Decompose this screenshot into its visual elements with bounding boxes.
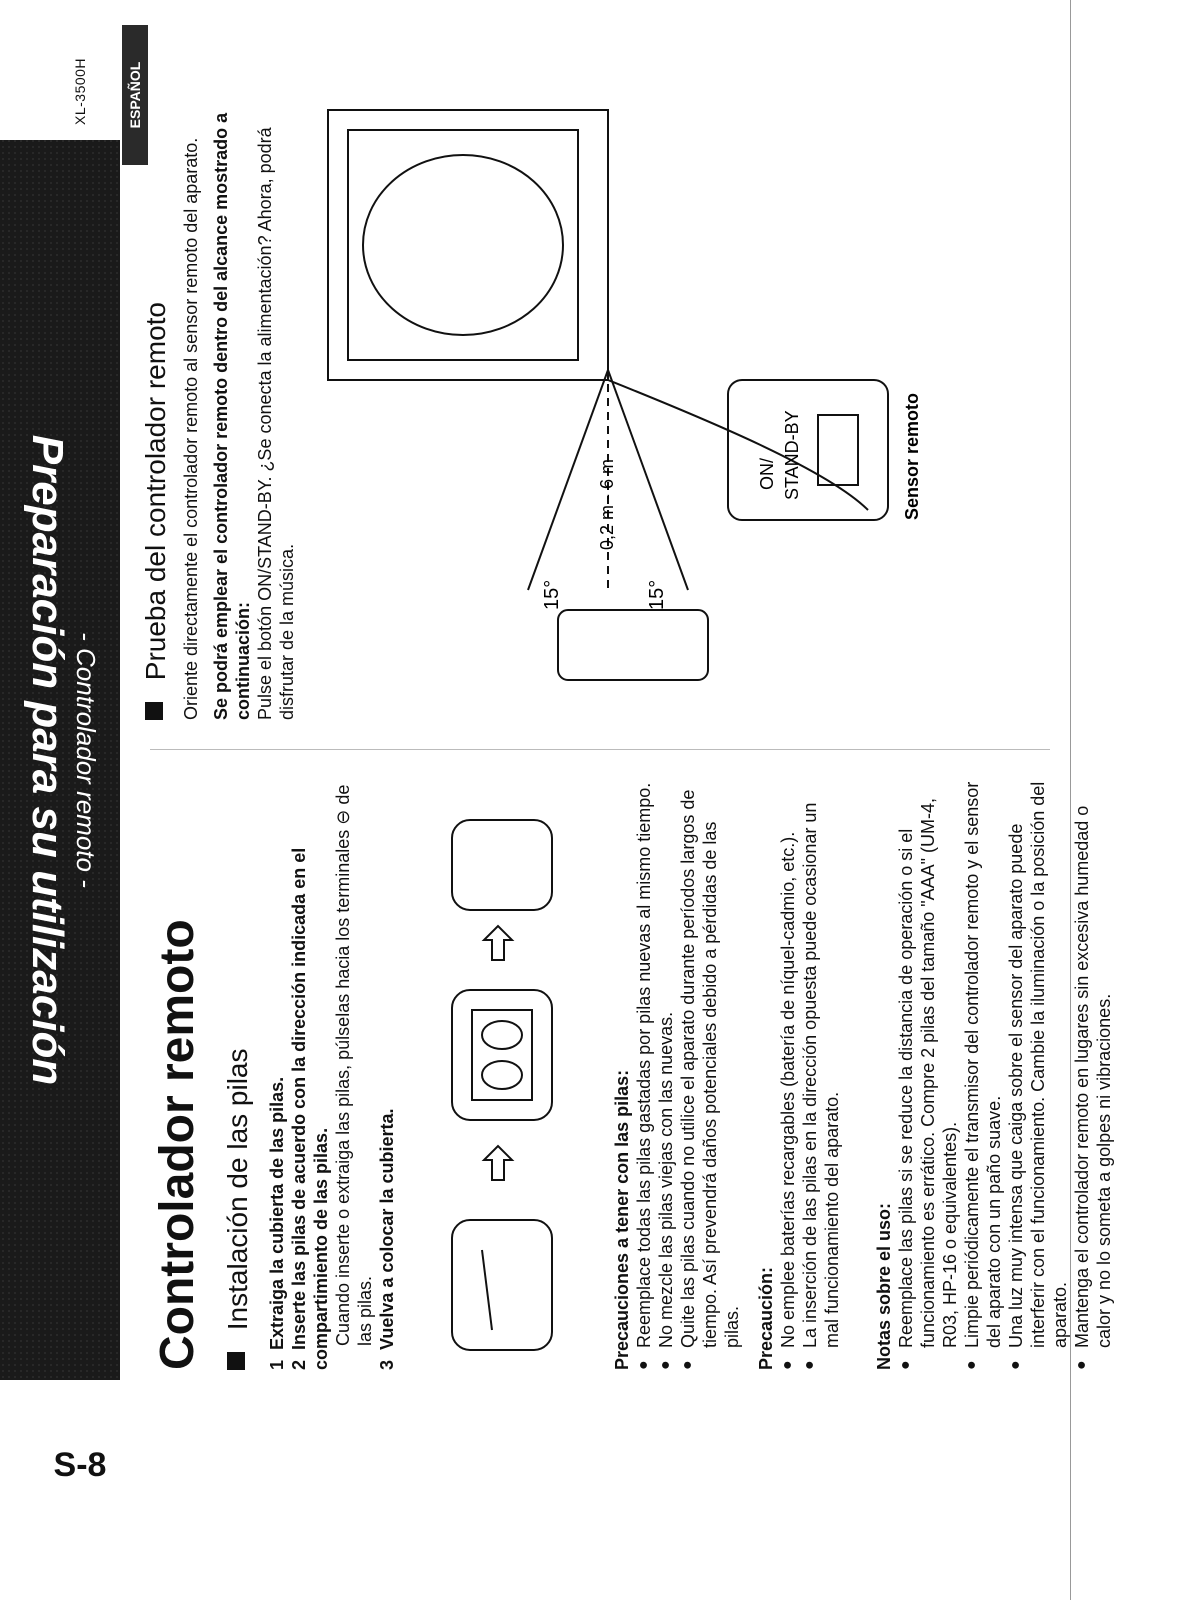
battery-cell-2 <box>482 1021 522 1049</box>
standby-button <box>818 415 858 485</box>
disc-door <box>363 155 563 335</box>
battery-heading <box>222 780 254 1370</box>
angle-left-label: 15° <box>646 579 668 610</box>
chapter-title: Preparación para su utilización <box>23 434 72 1086</box>
precautions-title: Precauciones a tener con las pilas: <box>612 1069 632 1370</box>
page-title: Controlador remoto <box>151 919 204 1370</box>
step-number: 1 <box>267 1359 287 1370</box>
flow-arrow-1 <box>484 1146 512 1180</box>
notes-list <box>895 780 1115 1370</box>
model-code: XL-3500H <box>72 57 88 125</box>
cover-arrow-1 <box>482 1250 492 1330</box>
sensor-pointer <box>608 380 868 510</box>
precautions-block <box>611 780 743 1370</box>
caution-title: Precaución: <box>756 1266 776 1370</box>
step-number: 2 <box>289 1359 309 1370</box>
test-heading-text: Prueba del controlador remoto <box>140 302 171 681</box>
battery-steps <box>266 780 398 1370</box>
distance-label: 0,2 m - 6 m <box>597 458 617 550</box>
remote-back-1 <box>452 1220 552 1350</box>
stereo-front-panel <box>348 130 578 360</box>
step-3 <box>376 780 398 1370</box>
caution-item: ● La inserción de las pilas en la dirección opuesta puede ocasionar un mal funcionamiento del aparato. <box>799 780 843 1370</box>
battery-illustration <box>412 810 592 1370</box>
page-number: S-8 <box>53 1446 107 1484</box>
caution-item: ● No emplee baterías recargables (batería de níquel-cadmio, etc.). <box>777 780 799 1370</box>
battery-cell-1 <box>482 1061 522 1089</box>
test-section <box>140 80 1013 720</box>
precaution-item: ● Reemplace todas las pilas gastadas por pilas nuevas al mismo tiempo. <box>633 780 655 1370</box>
range-diagram <box>308 80 1008 720</box>
remote-back-3 <box>452 820 552 910</box>
caution-block <box>755 780 843 1370</box>
test-heading <box>140 80 172 720</box>
step-text: Extraiga la cubierta de las pilas. <box>267 1076 287 1350</box>
button-label-2: STAND-BY <box>782 410 802 500</box>
chapter-band-bg <box>0 140 120 1380</box>
step-text: Inserte las pilas de acuerdo con la dirección indicada en el compartimiento de las pilas. <box>289 847 331 1370</box>
notes-title: Notas sobre el uso: <box>874 1202 894 1370</box>
remote-control <box>558 610 708 680</box>
column-divider <box>150 749 1050 750</box>
button-label-1: ON/ <box>757 457 777 490</box>
note-item: ● Reemplace las pilas si se reduce la distancia de operación o si el funcionamiento es errático. Compre 2 pilas del tamaño "AAA" (UM-4, R03, HP-16 o equivalentes). <box>895 780 961 1370</box>
flow-arrow-2 <box>484 926 512 960</box>
notes-block <box>873 780 1115 1370</box>
note-item: ● Una luz muy intensa que caiga sobre el sensor del aparato puede interferir con el funcionamiento. Cambie la iluminación o la posición del aparato. <box>1005 780 1071 1370</box>
test-body: Pulse el botón ON/STAND-BY. ¿Se conecta la alimentación? Ahora, podrá disfrutar de la música. <box>255 127 297 720</box>
battery-section <box>222 780 1115 1370</box>
step-text: Vuelva a colocar la cubierta. <box>377 1108 397 1350</box>
note-item: ● Mantenga el controlador remoto en lugares sin excesiva humedad o calor y no lo someta a golpes ni vibraciones. <box>1071 780 1115 1370</box>
language-tab: ESPAÑOL <box>122 25 148 165</box>
chapter-band <box>0 0 143 1600</box>
stereo-unit <box>328 110 608 380</box>
sensor-label: Sensor remoto <box>902 392 922 520</box>
step-note <box>332 780 376 1370</box>
test-intro: Oriente directamente el controlador remoto al sensor remoto del aparato. <box>181 137 201 720</box>
range-line-bottom <box>528 370 608 590</box>
range-line-top <box>608 370 688 590</box>
note-item: ● Limpie periódicamente el transmisor del controlador remoto y el sensor del aparato con un paño suave. <box>961 780 1005 1370</box>
step-text: Cuando inserte o extraiga las pilas, púlselas hacia los terminales ⊖ de las pilas. <box>333 784 375 1346</box>
step-2 <box>288 780 332 1370</box>
precaution-item: ● Quite las pilas cuando no utilice el aparato durante períodos largos de tiempo. Así prevendrá daños potenciales debido a pérdidas de las pilas. <box>677 780 743 1370</box>
angle-right-label: 15° <box>541 579 563 610</box>
battery-heading-text: Instalación de las pilas <box>222 1048 253 1331</box>
step-1 <box>266 780 288 1370</box>
battery-compartment <box>472 1010 532 1100</box>
precaution-item: ● No mezcle las pilas viejas con las nuevas. <box>655 780 677 1370</box>
caution-list <box>777 780 843 1370</box>
step-number: 3 <box>377 1359 397 1370</box>
button-callout <box>728 380 888 520</box>
precautions-list <box>633 780 743 1370</box>
chapter-subtitle: - Controlador remoto - <box>71 632 101 888</box>
test-range-note: Se podrá emplear el controlador remoto dentro del alcance mostrado a continuación: <box>211 112 253 720</box>
